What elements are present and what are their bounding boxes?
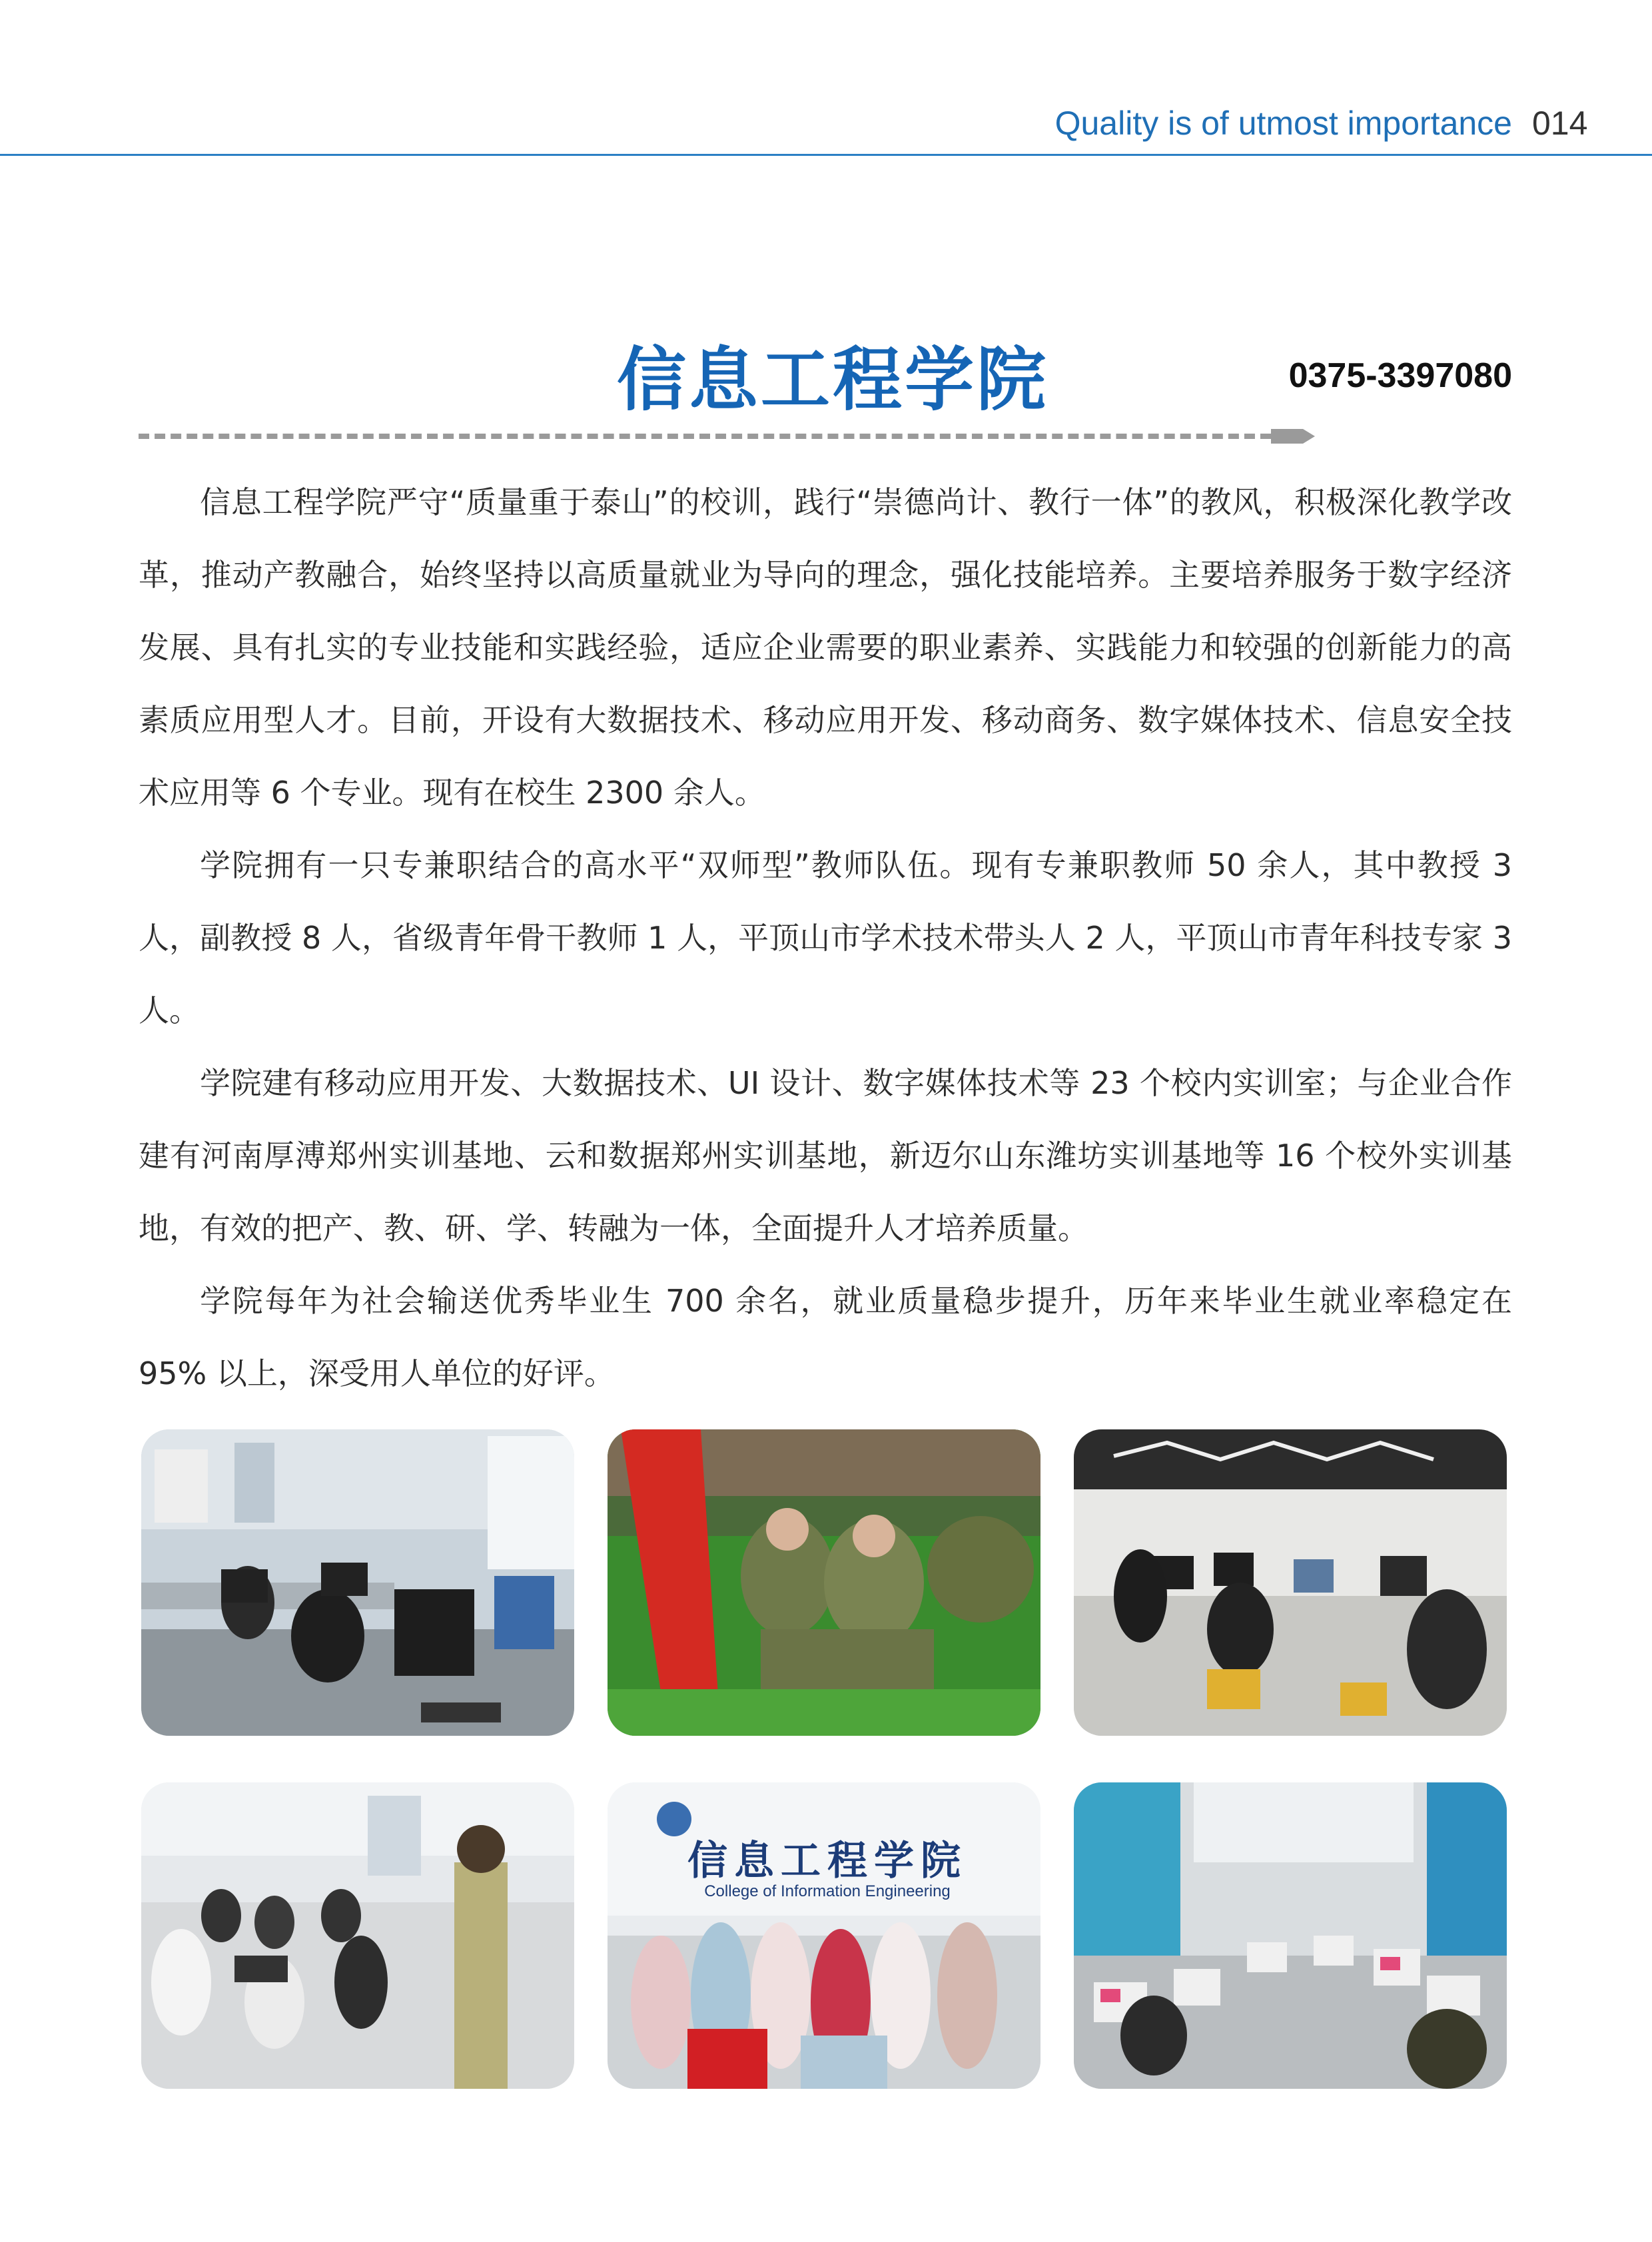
paragraph: 学院建有移动应用开发、大数据技术、UI 设计、数字媒体技术等 23 个校内实训室；与企业合作建有河南厚溥郑州实训基地、云和数据郑州实训基地，新迈尔山东潍坊实训基地等 16 个校外实训基地，有效的把产、教、研、学、转融为一体，全面提升人才培养质量。: [139, 1065, 1512, 1246]
photo-large-computer-room: [1074, 1782, 1507, 2089]
photo-sign-subtitle: College of Information Engineering: [704, 1882, 951, 1900]
dashed-divider: [139, 434, 1271, 439]
paragraph: 学院拥有一只专兼职结合的高水平“双师型”教师队伍。现有专兼职教师 50 余人，其中教授 3 人，副教授 8 人，省级青年骨干教师 1 人，平顶山市学术技术带头人 2 人，平顶山市青年科技专家 3 人。: [139, 847, 1512, 1028]
photo-classroom: [141, 1782, 574, 2089]
paragraph: 学院每年为社会输送优秀毕业生 700 余名，就业质量稳步提升，历年来毕业生就业率稳定在 95% 以上，深受用人单位的好评。: [139, 1283, 1512, 1391]
article-body: [139, 466, 1512, 1410]
photo-military-training: [608, 1429, 1040, 1736]
page-number: 014: [1532, 105, 1588, 142]
page-title: 信息工程学院: [616, 339, 1048, 420]
header-tagline: Quality is of utmost importance: [1054, 105, 1512, 142]
photo-computer-lab: [141, 1429, 574, 1736]
paragraph: 信息工程学院严守“质量重于泰山”的校训，践行“崇德尚计、教行一体”的教风，积极深化教学改革，推动产教融合，始终坚持以高质量就业为导向的理念，强化技能培养。主要培养服务于数字经济发展、具有扎实的专业技能和实践经验，适应企业需要的职业素养、实践能力和较强的创新能力的高素质应用型人才。目前，开设有大数据技术、移动应用开发、移动商务、数字媒体技术、信息安全技术应用等 6 个专业。现有在校生 2300 余人。: [139, 484, 1512, 811]
header-rule: [0, 154, 1652, 156]
photo-sign-title: 信息工程学院: [687, 1838, 967, 1884]
photo-modern-lab: [1074, 1429, 1507, 1736]
phone-number: 0375-3397080: [1288, 356, 1512, 395]
photo-hanfu-group: [608, 1782, 1040, 2089]
arrow-right-icon: [1271, 426, 1318, 446]
